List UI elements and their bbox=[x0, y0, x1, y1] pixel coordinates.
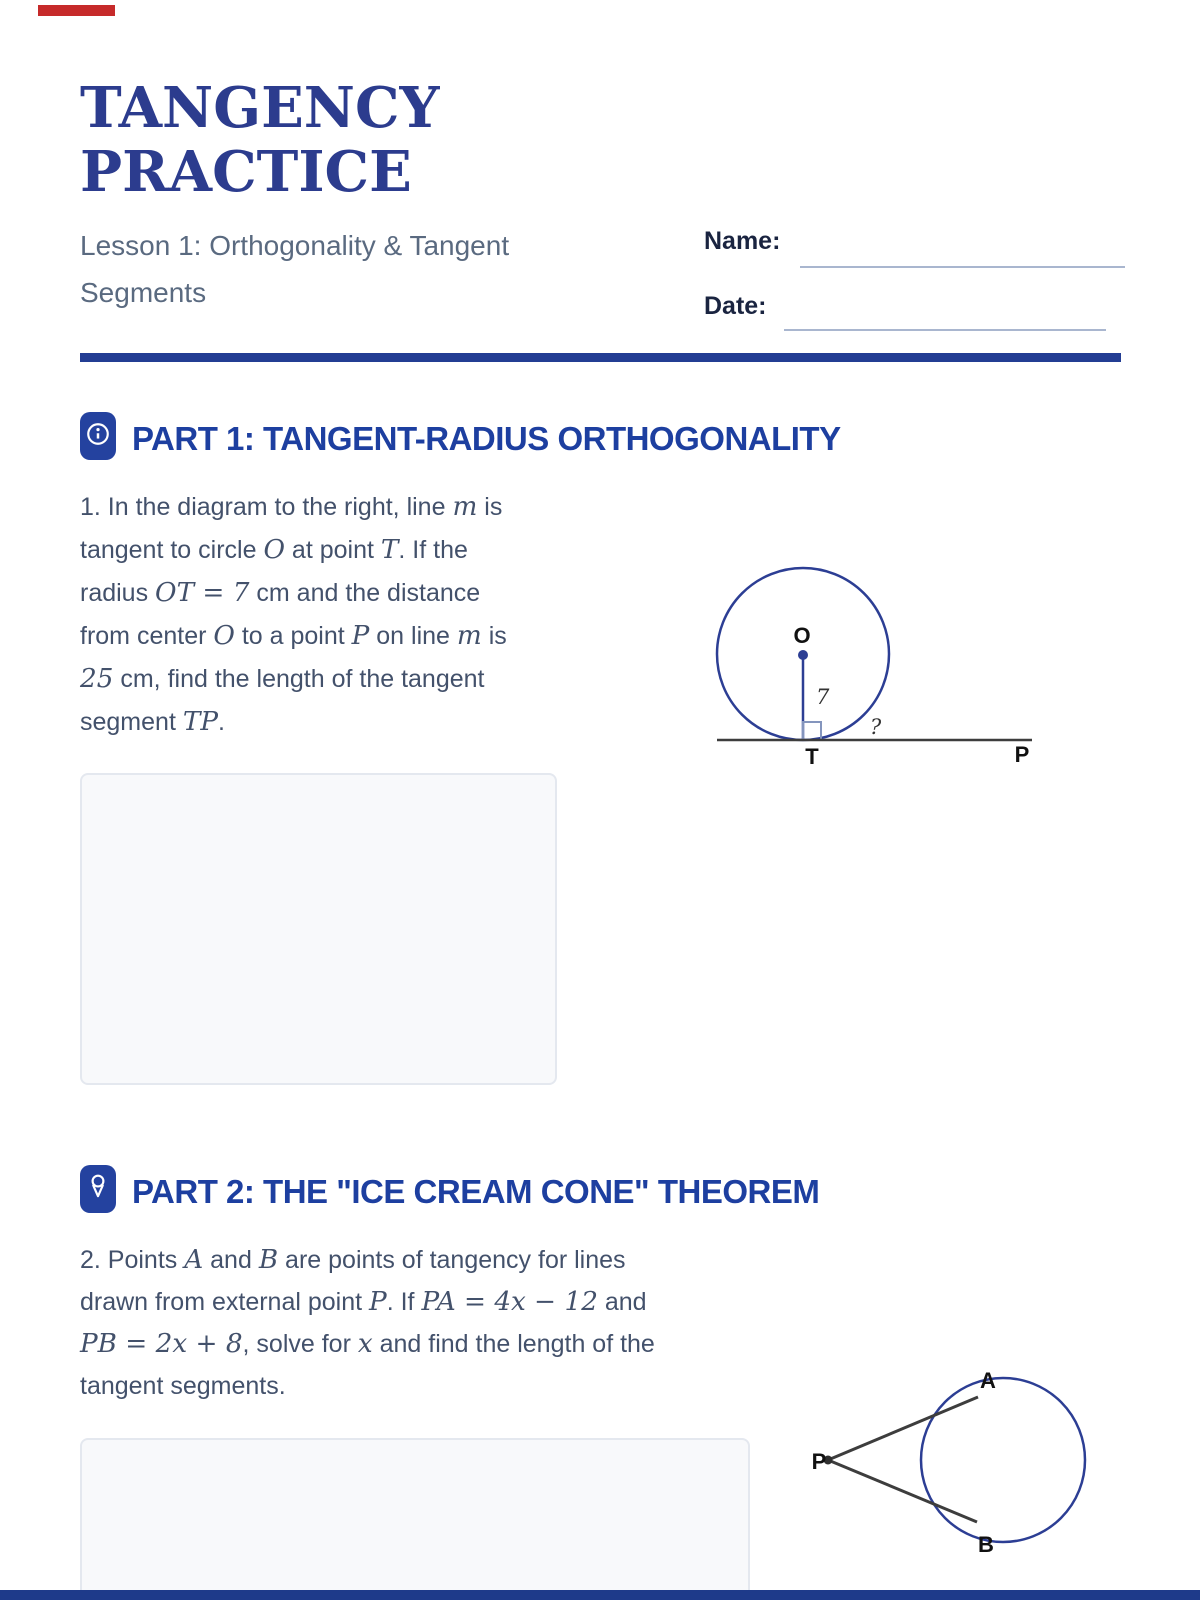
problem-line: 1. In the diagram to the right, line m is bbox=[80, 492, 503, 522]
problem-line: tangent to circle O at point T. If the bbox=[80, 535, 468, 565]
part2-badge bbox=[80, 1165, 116, 1213]
unknown-segment-label: ? bbox=[870, 715, 882, 739]
problem-line: 2. Points A and B are points of tangency for lines bbox=[80, 1245, 626, 1275]
external-point-label: P bbox=[811, 1449, 827, 1474]
part2-heading: PART 2: THE "ICE CREAM CONE" THEOREM bbox=[132, 1173, 820, 1210]
section-divider bbox=[80, 353, 1121, 362]
problem-line: 25 cm, find the length of the tangent bbox=[80, 664, 485, 694]
page-title-line-2: PRACTICE bbox=[80, 139, 412, 205]
part1-badge bbox=[80, 412, 116, 460]
tangent-point-a-label: A bbox=[980, 1368, 996, 1393]
radius-length-label: 7 bbox=[816, 685, 830, 709]
top-accent-bar bbox=[38, 5, 115, 16]
external-point-label: P bbox=[1014, 742, 1030, 767]
part1-heading: PART 1: TANGENT-RADIUS ORTHOGONALITY bbox=[132, 420, 841, 457]
tangent-line-b bbox=[828, 1460, 977, 1522]
name-label: Name: bbox=[704, 227, 781, 255]
part1-problem-text bbox=[80, 486, 507, 744]
problem-line: tangent segments. bbox=[80, 1372, 286, 1400]
part1-answer-box bbox=[80, 773, 557, 1085]
problem-line: radius OT = 7 cm and the distance bbox=[80, 578, 481, 608]
problem-line: drawn from external point P. If PA = 4x − 12 and bbox=[80, 1287, 647, 1317]
part1-diagram bbox=[690, 545, 1050, 780]
page-subtitle: Lesson 1: Orthogonality & Tangent Segments bbox=[80, 230, 510, 308]
page-title bbox=[80, 76, 680, 204]
center-dot bbox=[798, 650, 808, 660]
date-blank-line bbox=[784, 329, 1106, 331]
problem-line: segment TP. bbox=[80, 707, 225, 737]
tangent-point-label: T bbox=[805, 744, 819, 769]
tangent-line-a bbox=[828, 1397, 978, 1460]
ice-cream-cone-icon bbox=[85, 1173, 111, 1206]
problem-line: from center O to a point P on line m is bbox=[80, 621, 507, 651]
page-title-line-1: TANGENCY bbox=[80, 75, 440, 141]
part2-answer-box bbox=[80, 1438, 750, 1600]
name-blank-line bbox=[800, 266, 1125, 268]
part2-problem-text bbox=[80, 1239, 655, 1407]
center-label: O bbox=[793, 623, 811, 648]
date-label: Date: bbox=[704, 292, 767, 320]
info-icon bbox=[85, 421, 111, 452]
footer-accent-bar bbox=[0, 1590, 1200, 1600]
right-angle-mark bbox=[803, 722, 821, 740]
part2-diagram bbox=[790, 1340, 1110, 1575]
problem-line: PB = 2x + 8, solve for x and find the length of the bbox=[80, 1329, 655, 1359]
tangent-point-b-label: B bbox=[978, 1532, 994, 1557]
circle-outline bbox=[921, 1378, 1085, 1542]
